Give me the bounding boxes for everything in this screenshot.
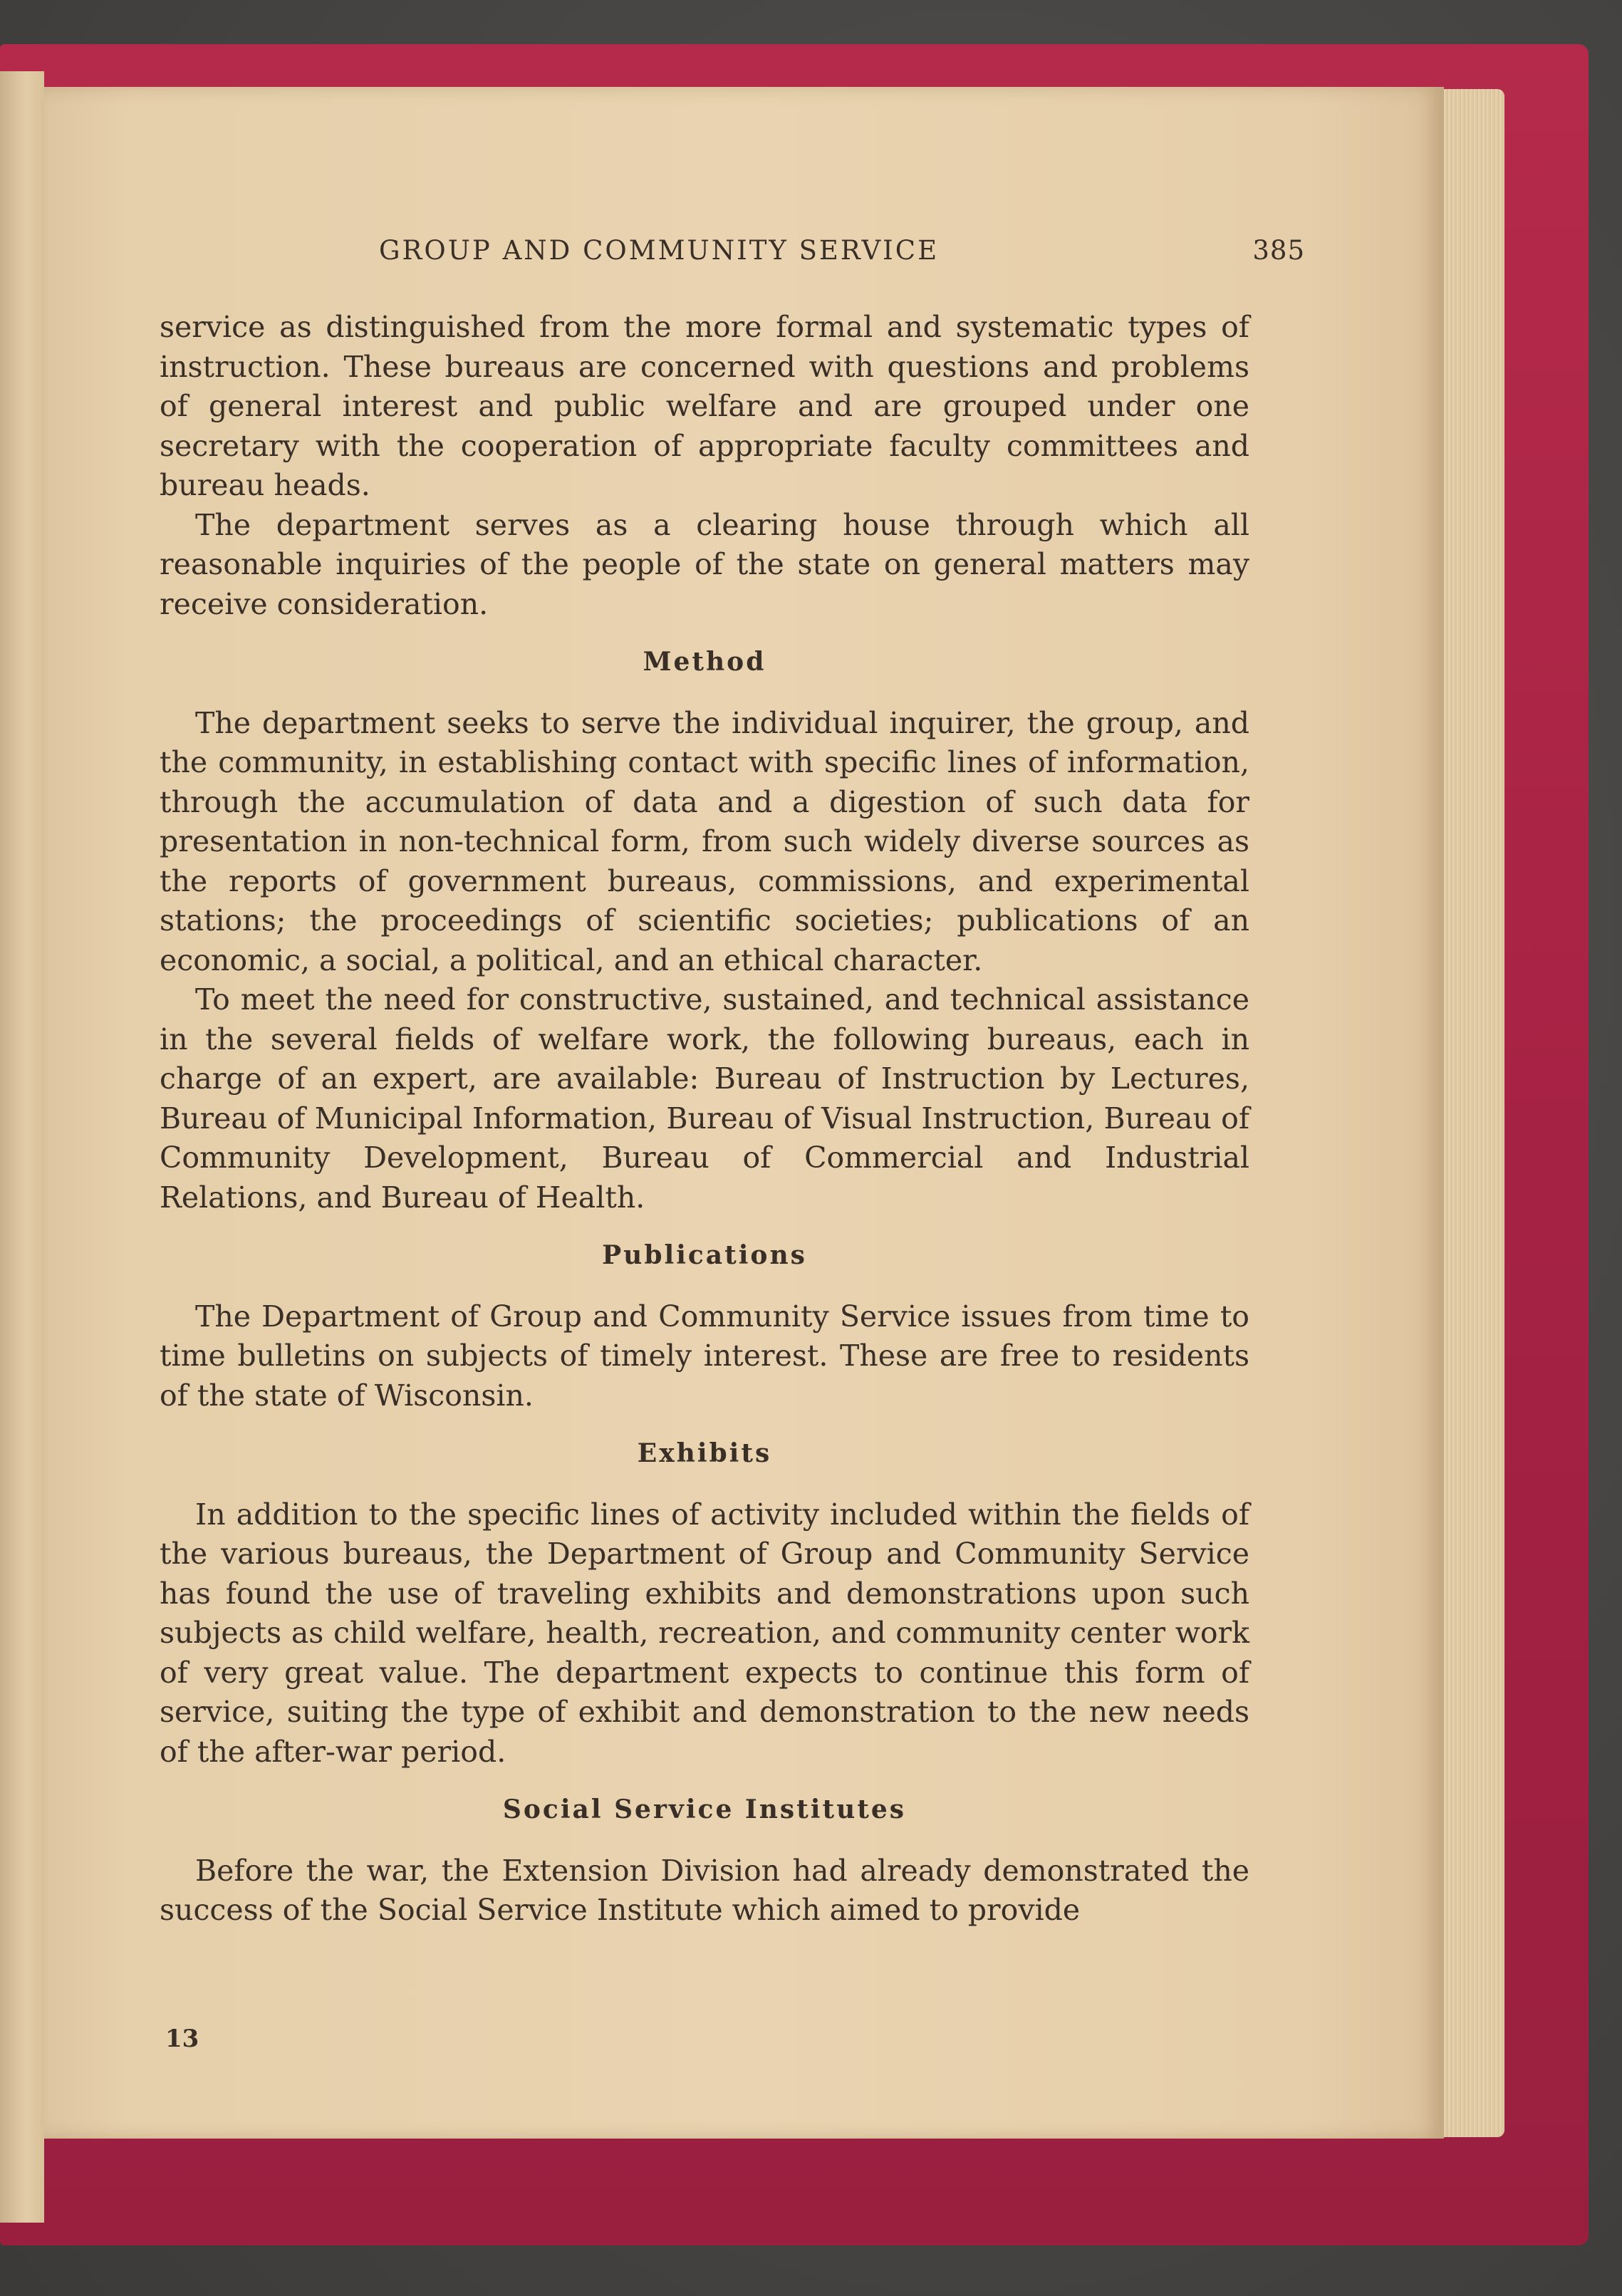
paragraph: The department serves as a clearing house through which all reasonable inquiries of the people of the state on general matters may receive consideration. <box>160 507 1249 621</box>
paragraph: To meet the need for constructive, sustained, and technical assistance in the several fields of welfare work, the following bureaus, each in charge of an expert, are available: Bureau of Instruction by Lectures, Bureau of Municipal Information, Bureau of Visual Instruction, Bureau of Community Development, Bureau of Commercial and Industrial Relations, and Bureau of Health. <box>160 982 1249 1215</box>
signature-mark: 13 <box>165 2025 199 2053</box>
section-heading-method: Method <box>643 647 766 677</box>
section-heading-social-service-institutes: Social Service Institutes <box>502 1794 907 1824</box>
section-heading-publications: Publications <box>602 1240 807 1270</box>
section-heading-exhibits: Exhibits <box>637 1438 772 1468</box>
paragraph: service as distinguished from the more formal and systematic types of instruction. These bureaus are concerned with questions and problems of general interest and public welfare and are grouped under one secretary with the cooperation of appropriate faculty committees and bureau heads. <box>160 310 1249 502</box>
paragraph: In addition to the specific lines of activity included within the fields of the various bureaus, the Department of Group and Community Service has found the use of traveling exhibits and demonstrations upon such subjects as child welfare, health, recreation, and community center work of very great value. The department expects to continue this form of service, suiting the type of exhibit and demonstration to the new needs of the after-war period. <box>160 1497 1249 1769</box>
body-text <box>160 308 1249 1931</box>
paragraph: The Department of Group and Community Service issues from time to time bulletins on subjects of timely interest. These are free to residents of the state of Wisconsin. <box>160 1299 1249 1413</box>
book-page <box>44 87 1444 2139</box>
page-number: 385 <box>1252 235 1305 266</box>
running-head-title: GROUP AND COMMUNITY SERVICE <box>379 235 940 266</box>
facing-page-edge <box>0 71 44 2223</box>
paragraph: The department seeks to serve the individual inquirer, the group, and the community, in establishing contact with specific lines of information, through the accumulation of data and a digestion of such data for presentation in non-technical form, from such widely diverse sources as the reports of government bureaus, commissions, and experimental stations; the proceedings of scientific societies; publications of an economic, a social, a political, and an ethical character. <box>160 705 1249 977</box>
paragraph: Before the war, the Extension Division had already demonstrated the success of the Social Service Institute which aimed to provide <box>160 1853 1249 1927</box>
